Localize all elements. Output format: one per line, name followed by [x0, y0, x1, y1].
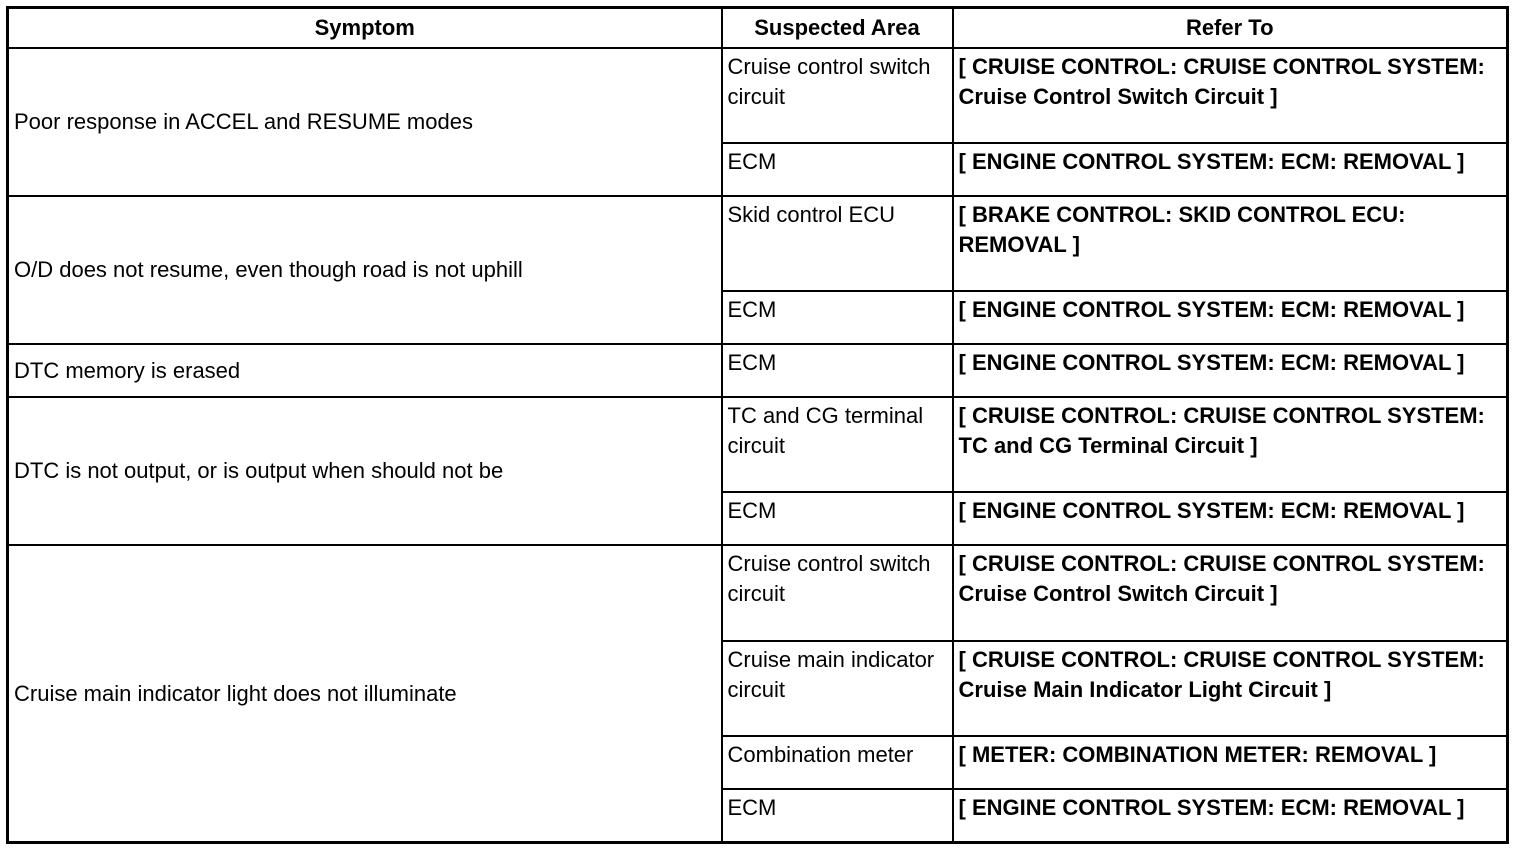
symptom-cell: DTC memory is erased — [8, 344, 722, 397]
refer-to-link[interactable]: [ CRUISE CONTROL: CRUISE CONTROL SYSTEM: Cruise Main Indicator Light Circuit ] — [953, 641, 1508, 736]
refer-to-link[interactable]: [ ENGINE CONTROL SYSTEM: ECM: REMOVAL ] — [953, 143, 1508, 196]
header-row — [8, 8, 1508, 49]
suspected-area-cell: ECM — [722, 344, 953, 397]
header-symptom: Symptom — [8, 8, 722, 49]
symptom-cell: O/D does not resume, even though road is not uphill — [8, 196, 722, 344]
refer-to-link[interactable]: [ ENGINE CONTROL SYSTEM: ECM: REMOVAL ] — [953, 344, 1508, 397]
table-row — [8, 48, 1508, 143]
symptom-cell: Cruise main indicator light does not illuminate — [8, 545, 722, 842]
suspected-area-cell: ECM — [722, 143, 953, 196]
symptom-cell: Poor response in ACCEL and RESUME modes — [8, 48, 722, 196]
header-suspected-area: Suspected Area — [722, 8, 953, 49]
suspected-area-cell: TC and CG terminal circuit — [722, 397, 953, 492]
table-body — [8, 48, 1508, 843]
suspected-area-cell: Combination meter — [722, 736, 953, 789]
table-row — [8, 545, 1508, 640]
refer-to-link[interactable]: [ ENGINE CONTROL SYSTEM: ECM: REMOVAL ] — [953, 492, 1508, 545]
refer-to-link[interactable]: [ METER: COMBINATION METER: REMOVAL ] — [953, 736, 1508, 789]
suspected-area-cell: Cruise control switch circuit — [722, 545, 953, 640]
suspected-area-cell: Cruise control switch circuit — [722, 48, 953, 143]
suspected-area-cell: Skid control ECU — [722, 196, 953, 291]
troubleshooting-table — [6, 6, 1509, 844]
suspected-area-cell: ECM — [722, 789, 953, 843]
table-row — [8, 344, 1508, 397]
suspected-area-cell: Cruise main indicator circuit — [722, 641, 953, 736]
refer-to-link[interactable]: [ BRAKE CONTROL: SKID CONTROL ECU: REMOVAL ] — [953, 196, 1508, 291]
suspected-area-cell: ECM — [722, 492, 953, 545]
header-refer-to: Refer To — [953, 8, 1508, 49]
refer-to-link[interactable]: [ CRUISE CONTROL: CRUISE CONTROL SYSTEM: TC and CG Terminal Circuit ] — [953, 397, 1508, 492]
table-row — [8, 397, 1508, 492]
suspected-area-cell: ECM — [722, 291, 953, 344]
refer-to-link[interactable]: [ CRUISE CONTROL: CRUISE CONTROL SYSTEM: Cruise Control Switch Circuit ] — [953, 545, 1508, 640]
refer-to-link[interactable]: [ ENGINE CONTROL SYSTEM: ECM: REMOVAL ] — [953, 789, 1508, 843]
table-row — [8, 196, 1508, 291]
refer-to-link[interactable]: [ CRUISE CONTROL: CRUISE CONTROL SYSTEM: Cruise Control Switch Circuit ] — [953, 48, 1508, 143]
symptom-cell: DTC is not output, or is output when should not be — [8, 397, 722, 545]
refer-to-link[interactable]: [ ENGINE CONTROL SYSTEM: ECM: REMOVAL ] — [953, 291, 1508, 344]
